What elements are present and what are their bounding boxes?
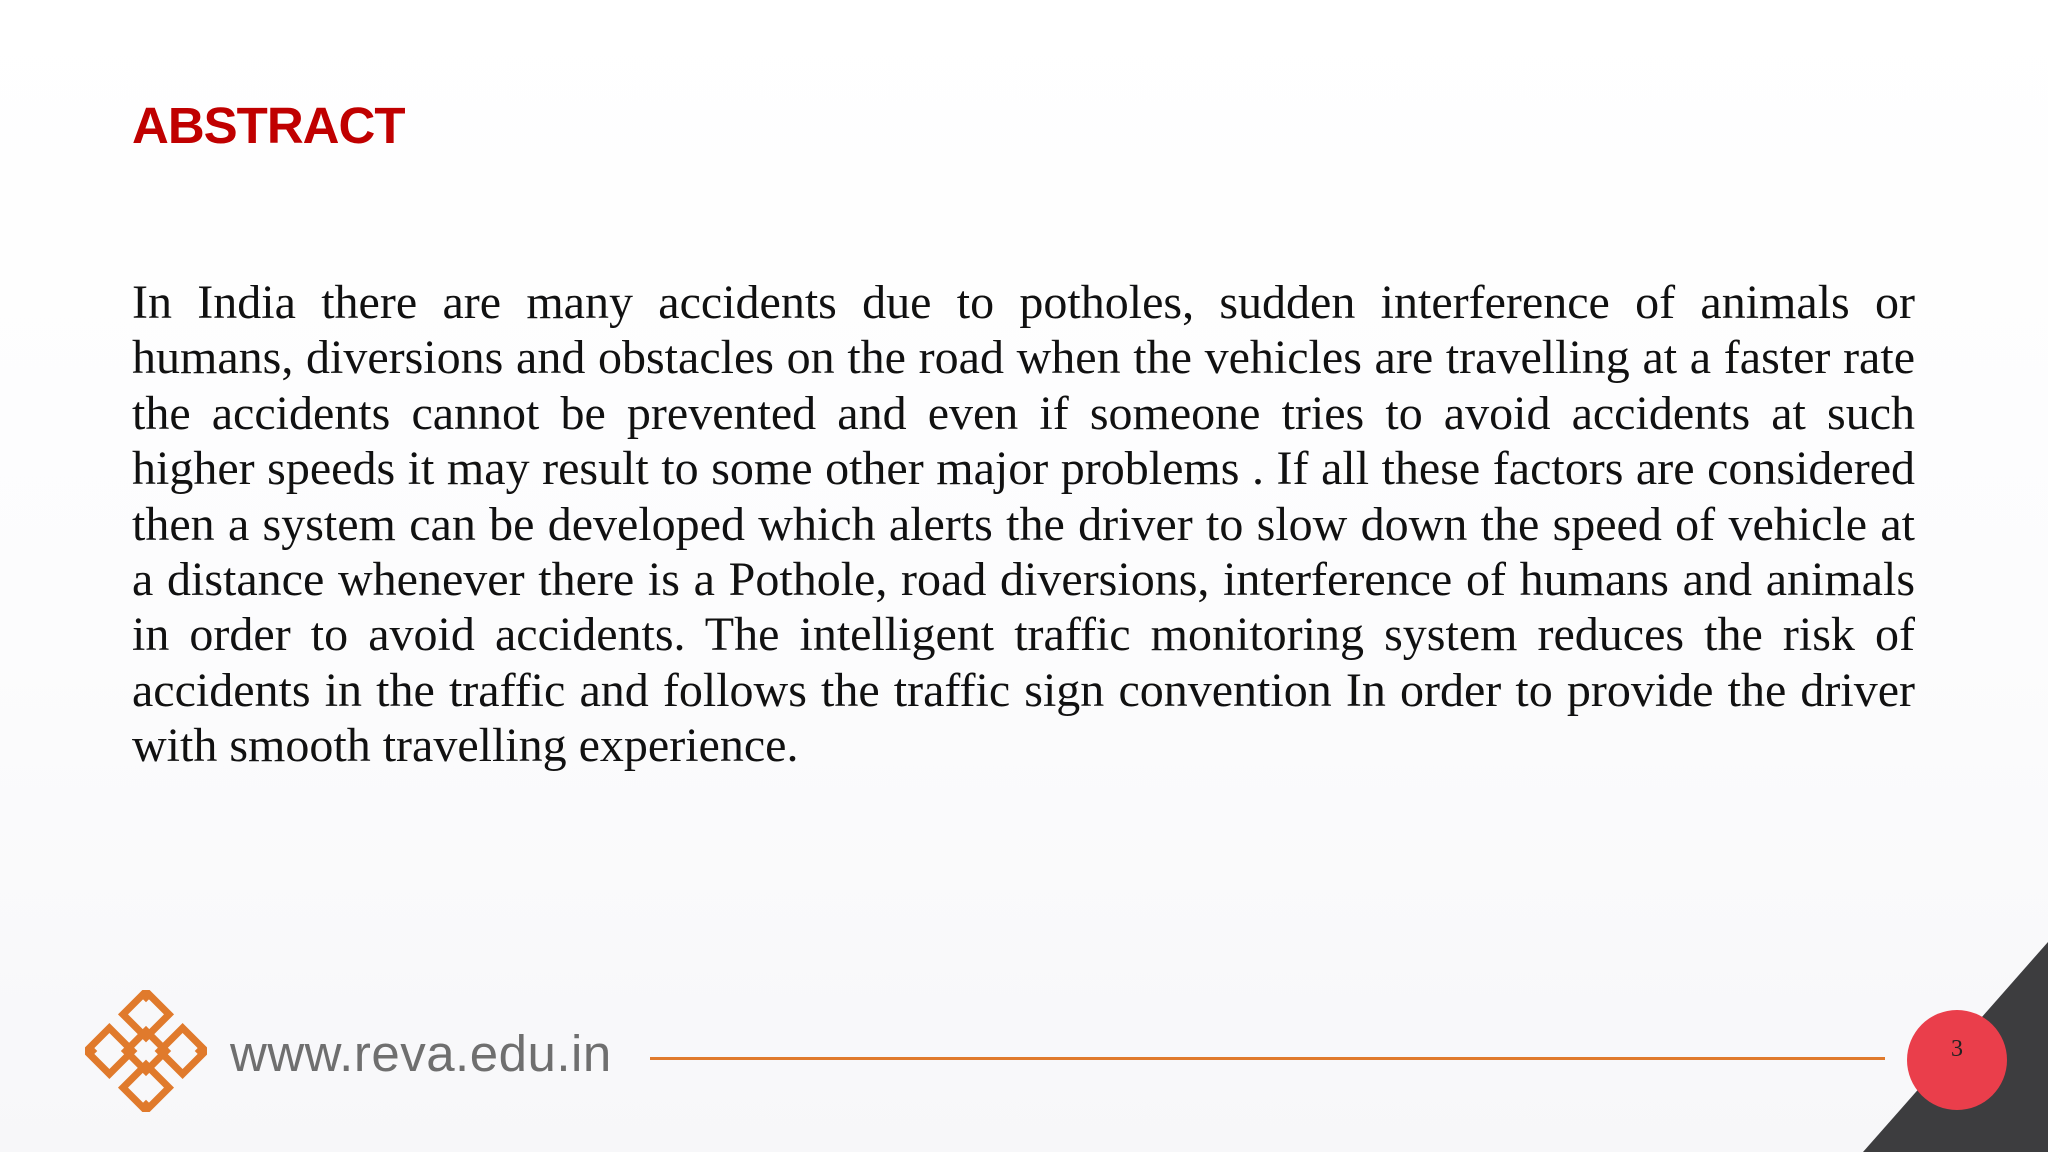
footer-url: www.reva.edu.in	[230, 1025, 612, 1082]
reva-knot-logo-icon	[85, 990, 207, 1112]
slide-heading: ABSTRACT	[132, 97, 405, 154]
footer-divider	[650, 1057, 1885, 1060]
page-number: 3	[1951, 1036, 1963, 1062]
abstract-paragraph: In India there are many accidents due to potholes, sudden interference of animals or humans, diversions and obstacles on the road when the vehicles are travelling at a faster rate the accidents cannot be prevented and even if someone tries to avoid accidents at such higher speeds it may result to some other major problems . If all these factors are considered then a system can be developed which alerts the driver to slow down the speed of vehicle at a distance whenever there is a Pothole, road diversions, interference of humans and animals in order to avoid accidents. The intelligent traffic monitoring system reduces the risk of accidents in the traffic and follows the traffic sign convention In order to provide the driver with smooth travelling experience.	[132, 276, 1915, 773]
